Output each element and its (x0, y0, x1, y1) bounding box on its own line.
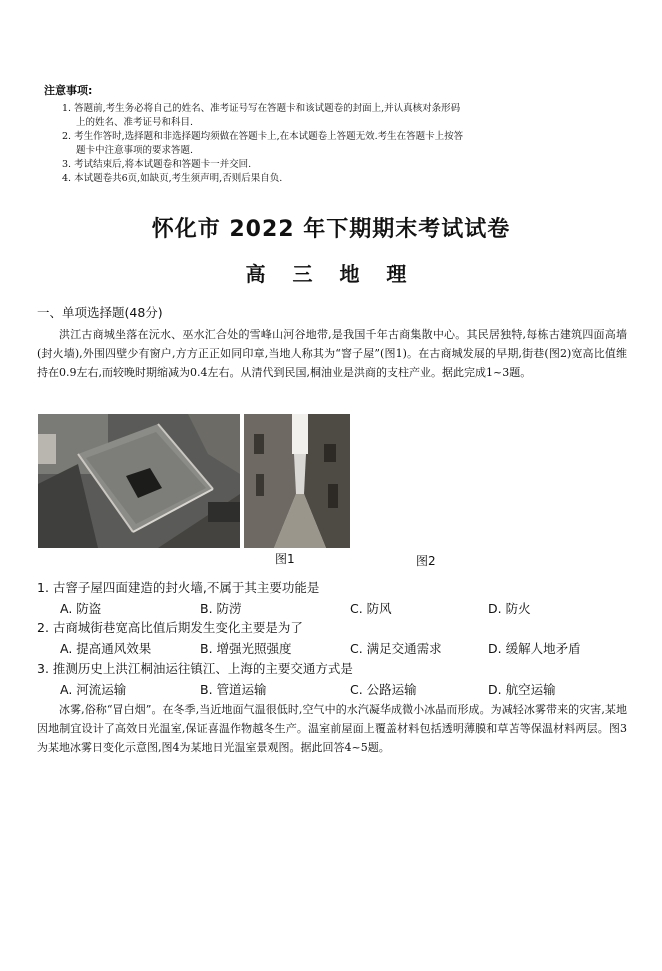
option-a: A. 提高通风效果 (60, 641, 152, 656)
notice-item: 1. 答题前,考生务必将自己的姓名、准考证号写在答题卡和该试题卷的封面上,并认真核对条形码 (62, 103, 461, 114)
option-c: C. 公路运输 (350, 682, 417, 697)
option-a: A. 河流运输 (60, 682, 127, 697)
notice-item: 上的姓名、准考证号和科目. (76, 117, 194, 128)
option-c: C. 防风 (350, 601, 392, 616)
passage-1: 洪江古商城坐落在沅水、巫水汇合处的雪峰山河谷地带,是我国千年古商集散中心。其民居独特,每栋古建筑四面高墙(封火墙),外围四壁少有窗户,方方正正如同印章,当地人称其为“窨子屋”(图1)。在古商城发展的早期,街巷(图2)宽高比值维持在0.9左右,而较晚时期缩减为0.4左右。从清代到民国,桐油业是洪商的支柱产业。据此完成1~3题。 (37, 328, 627, 379)
notice-item: 4. 本试题卷共6页,如缺页,考生须声明,否则后果自负. (62, 173, 283, 184)
question-stem: 3. 推测历史上洪江桐油运往镇江、上海的主要交通方式是 (37, 661, 353, 676)
option-d: D. 航空运输 (488, 682, 556, 697)
option-b: B. 防涝 (200, 601, 242, 616)
question-stem: 2. 古商城街巷宽高比值后期发生变化主要是为了 (37, 620, 303, 635)
notice-item: 2. 考生作答时,选择题和非选择题均须做在答题卡上,在本试题卷上答题无效.考生在答题卡上按答 (62, 131, 464, 142)
notice-item: 3. 考试结束后,将本试题卷和答题卡一并交回. (62, 159, 252, 170)
option-d: D. 缓解人地矛盾 (488, 641, 581, 656)
question-stem: 1. 古窨子屋四面建造的封火墙,不属于其主要功能是 (37, 580, 320, 595)
notice-title: 注意事项: (44, 84, 93, 97)
option-b: B. 管道运输 (200, 682, 267, 697)
exam-title: 怀化市 2022 年下期期末考试试卷 (151, 217, 511, 242)
figure-2-caption: 图2 (416, 554, 436, 568)
option-d: D. 防火 (488, 601, 531, 616)
figure-1-photo (38, 414, 240, 548)
notice-item: 题卡中注意事项的要求答题. (76, 145, 194, 156)
exam-subject: 高 三 地 理 (245, 262, 417, 286)
option-a: A. 防盗 (60, 601, 102, 616)
notice-list (62, 102, 622, 186)
section-heading: 一、单项选择题(48分) (37, 305, 163, 320)
figure-2-photo (244, 414, 350, 548)
option-b: B. 增强光照强度 (200, 641, 292, 656)
option-c: C. 满足交通需求 (350, 641, 442, 656)
passage-2: 冰雾,俗称“冒白烟”。在冬季,当近地面气温很低时,空气中的水汽凝华成微小冰晶而形成。为减轻冰雾带来的灾害,某地因地制宜设计了高效日光温室,保证喜温作物越冬生产。温室前屋面上覆盖材料包括透明薄膜和草苫等保温材料两层。图3为某地冰雾日变化示意图,图4为某地日光温室景观图。据此回答4~5题。 (37, 703, 627, 754)
figure-1-caption: 图1 (275, 552, 295, 566)
